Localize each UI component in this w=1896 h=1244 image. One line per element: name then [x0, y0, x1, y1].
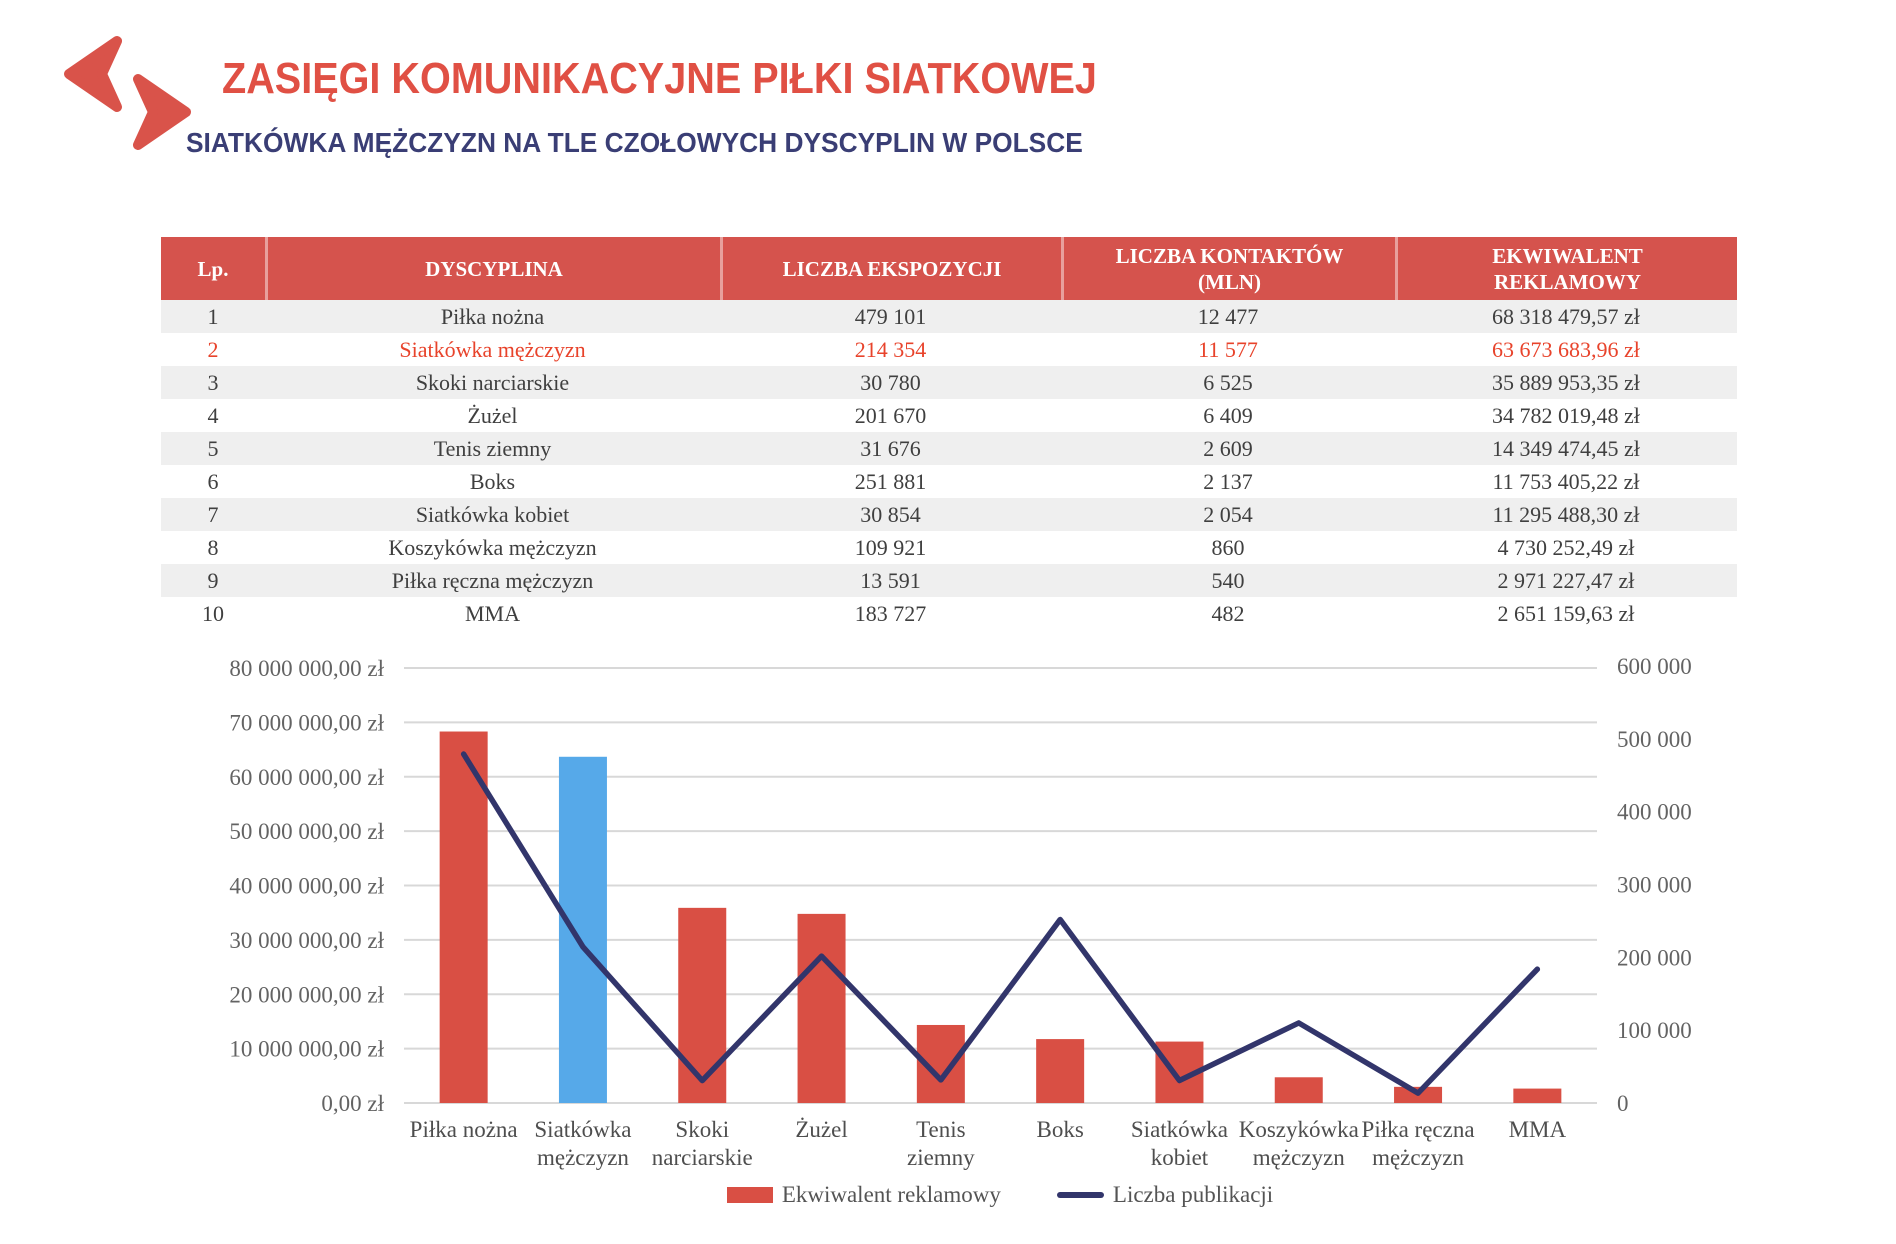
x-axis-label: Żużel	[795, 1117, 848, 1142]
table-cell: Piłka ręczna mężczyzn	[391, 568, 594, 593]
table-cell: 2 137	[1203, 469, 1253, 494]
right-axis-tick: 300 000	[1617, 872, 1692, 898]
table-cell: 6 525	[1203, 370, 1253, 395]
left-axis-tick: 10 000 000,00 zł	[229, 1036, 384, 1062]
x-axis-label: Piłka ręczna	[1361, 1117, 1475, 1142]
table-cell: Piłka nożna	[440, 304, 545, 329]
table-cell: 4 730 252,49 zł	[1497, 535, 1635, 560]
table-cell: 2 971 227,47 zł	[1497, 568, 1635, 593]
left-axis-tick: 40 000 000,00 zł	[229, 873, 384, 899]
table-cell: 7	[207, 502, 219, 527]
right-axis-tick: 400 000	[1617, 799, 1692, 825]
table-cell: 3	[207, 370, 219, 395]
x-axis-label: Skoki	[675, 1117, 730, 1142]
table-cell: 2 054	[1203, 502, 1253, 527]
right-axis-tick: 500 000	[1617, 726, 1692, 752]
table-cell: 11 295 488,30 zł	[1492, 502, 1640, 527]
table-cell: 35 889 953,35 zł	[1492, 370, 1640, 395]
left-axis-tick: 30 000 000,00 zł	[229, 927, 384, 953]
x-axis-label: mężczyzn	[536, 1145, 629, 1170]
table-cell: 11 577	[1198, 337, 1258, 362]
bar-7	[1275, 1077, 1323, 1103]
x-axis-label: mężczyzn	[1252, 1145, 1345, 1170]
chart-legend	[404, 1182, 1596, 1208]
table-cell: Siatkówka kobiet	[415, 502, 570, 527]
table-cell: 2	[207, 337, 219, 362]
table-cell: 63 673 683,96 zł	[1492, 337, 1640, 362]
x-axis-label: Tenis	[916, 1117, 966, 1142]
table-cell: Boks	[469, 469, 516, 494]
table-cell: 31 676	[860, 436, 921, 461]
line-swatch-icon	[1057, 1192, 1104, 1198]
x-axis-label: Siatkówka	[1130, 1117, 1229, 1142]
table-cell: 12 477	[1197, 304, 1259, 329]
table-cell: 30 780	[860, 370, 921, 395]
table-cell: Żużel	[467, 403, 518, 428]
table-cell: Koszykówka mężczyzn	[388, 535, 597, 560]
x-axis-label: Siatkówka	[534, 1117, 632, 1142]
bar-swatch-icon	[727, 1187, 773, 1203]
x-axis-label: Piłka nożna	[409, 1117, 518, 1142]
table-cell: 30 854	[860, 502, 921, 527]
table-cell: 13 591	[860, 568, 921, 593]
x-axis-label: Boks	[1036, 1117, 1084, 1142]
legend-item-liczba-publikacji	[1057, 1182, 1273, 1208]
table-cell: 251 881	[854, 469, 927, 494]
x-axis-label: kobiet	[1150, 1145, 1209, 1170]
table-cell: 479 101	[854, 304, 927, 329]
table-cell: 11 753 405,22 zł	[1492, 469, 1640, 494]
bar-5	[1036, 1039, 1084, 1103]
column-header-1: DYSCYPLINA	[265, 237, 720, 300]
table-cell: MMA	[464, 601, 520, 626]
table-cell: 68 318 479,57 zł	[1492, 304, 1640, 329]
column-header-0: Lp.	[197, 256, 229, 281]
x-axis-label: ziemny	[906, 1145, 975, 1170]
table-cell: 2 609	[1203, 436, 1253, 461]
left-axis-tick: 0,00 zł	[321, 1091, 384, 1116]
right-axis-tick: 0	[1617, 1091, 1629, 1116]
left-axis-tick: 70 000 000,00 zł	[229, 710, 384, 736]
table-cell: 14 349 474,45 zł	[1492, 436, 1640, 461]
page-title: ZASIĘGI KOMUNIKACYJNE PIŁKI SIATKOWEJ	[222, 54, 1097, 103]
page-subtitle: SIATKÓWKA MĘŻCZYZN NA TLE CZOŁOWYCH DYSCYPLIN W POLSCE	[186, 127, 1083, 158]
table-cell: 482	[1211, 601, 1245, 626]
table-cell: Skoki narciarskie	[415, 370, 570, 395]
x-axis-label: mężczyzn	[1372, 1145, 1465, 1170]
table-cell: 34 782 019,48 zł	[1492, 403, 1640, 428]
left-axis-tick: 20 000 000,00 zł	[229, 982, 384, 1008]
line-liczba-publikacji	[464, 754, 1538, 1093]
table-cell: 5	[207, 436, 219, 461]
bar-2	[678, 908, 726, 1103]
x-axis-label: MMA	[1508, 1117, 1567, 1142]
table-cell: Siatkówka mężczyzn	[399, 337, 586, 362]
left-axis-tick: 60 000 000,00 zł	[229, 764, 384, 790]
column-header-2: LICZBA EKSPOZYCJI	[720, 237, 1061, 300]
legend-item-ekwiwalent-reklamowy	[727, 1182, 1001, 1208]
column-header-4: EKWIWALENT REKLAMOWY	[1395, 237, 1737, 300]
table-cell: 6	[207, 469, 219, 494]
table-cell: 1	[207, 304, 219, 329]
table-cell: 2 651 159,63 zł	[1497, 601, 1635, 626]
table-cell: 183 727	[854, 601, 927, 626]
table-cell: 860	[1211, 535, 1245, 560]
x-axis-label: Koszykówka	[1238, 1117, 1359, 1142]
table-cell: 540	[1211, 568, 1245, 593]
bar-3	[798, 914, 846, 1103]
table-cell: 8	[207, 535, 219, 560]
legend-label-publikacje: Liczba publikacji	[1112, 1182, 1274, 1207]
table-cell: 6 409	[1203, 403, 1253, 428]
table-cell: 10	[202, 601, 224, 626]
bar-1	[559, 757, 607, 1103]
bar-0	[440, 732, 488, 1103]
left-axis-tick: 80 000 000,00 zł	[229, 656, 384, 681]
table-cell: 214 354	[854, 337, 927, 362]
right-axis-tick: 200 000	[1617, 945, 1692, 971]
table-cell: Tenis ziemny	[433, 436, 552, 461]
right-axis-tick: 100 000	[1617, 1018, 1692, 1044]
left-axis-tick: 50 000 000,00 zł	[229, 819, 384, 845]
table-cell: 9	[207, 568, 219, 593]
column-header-3: LICZBA KONTAKTÓW (MLN)	[1061, 237, 1395, 300]
x-axis-label: narciarskie	[651, 1145, 753, 1170]
right-axis-tick: 600 000	[1617, 654, 1692, 679]
legend-label-ekwiwalent: Ekwiwalent reklamowy	[781, 1182, 1001, 1207]
table-cell: 4	[207, 403, 219, 428]
table-cell: 109 921	[854, 535, 927, 560]
bar-9	[1513, 1089, 1561, 1103]
table-cell: 201 670	[854, 403, 927, 428]
